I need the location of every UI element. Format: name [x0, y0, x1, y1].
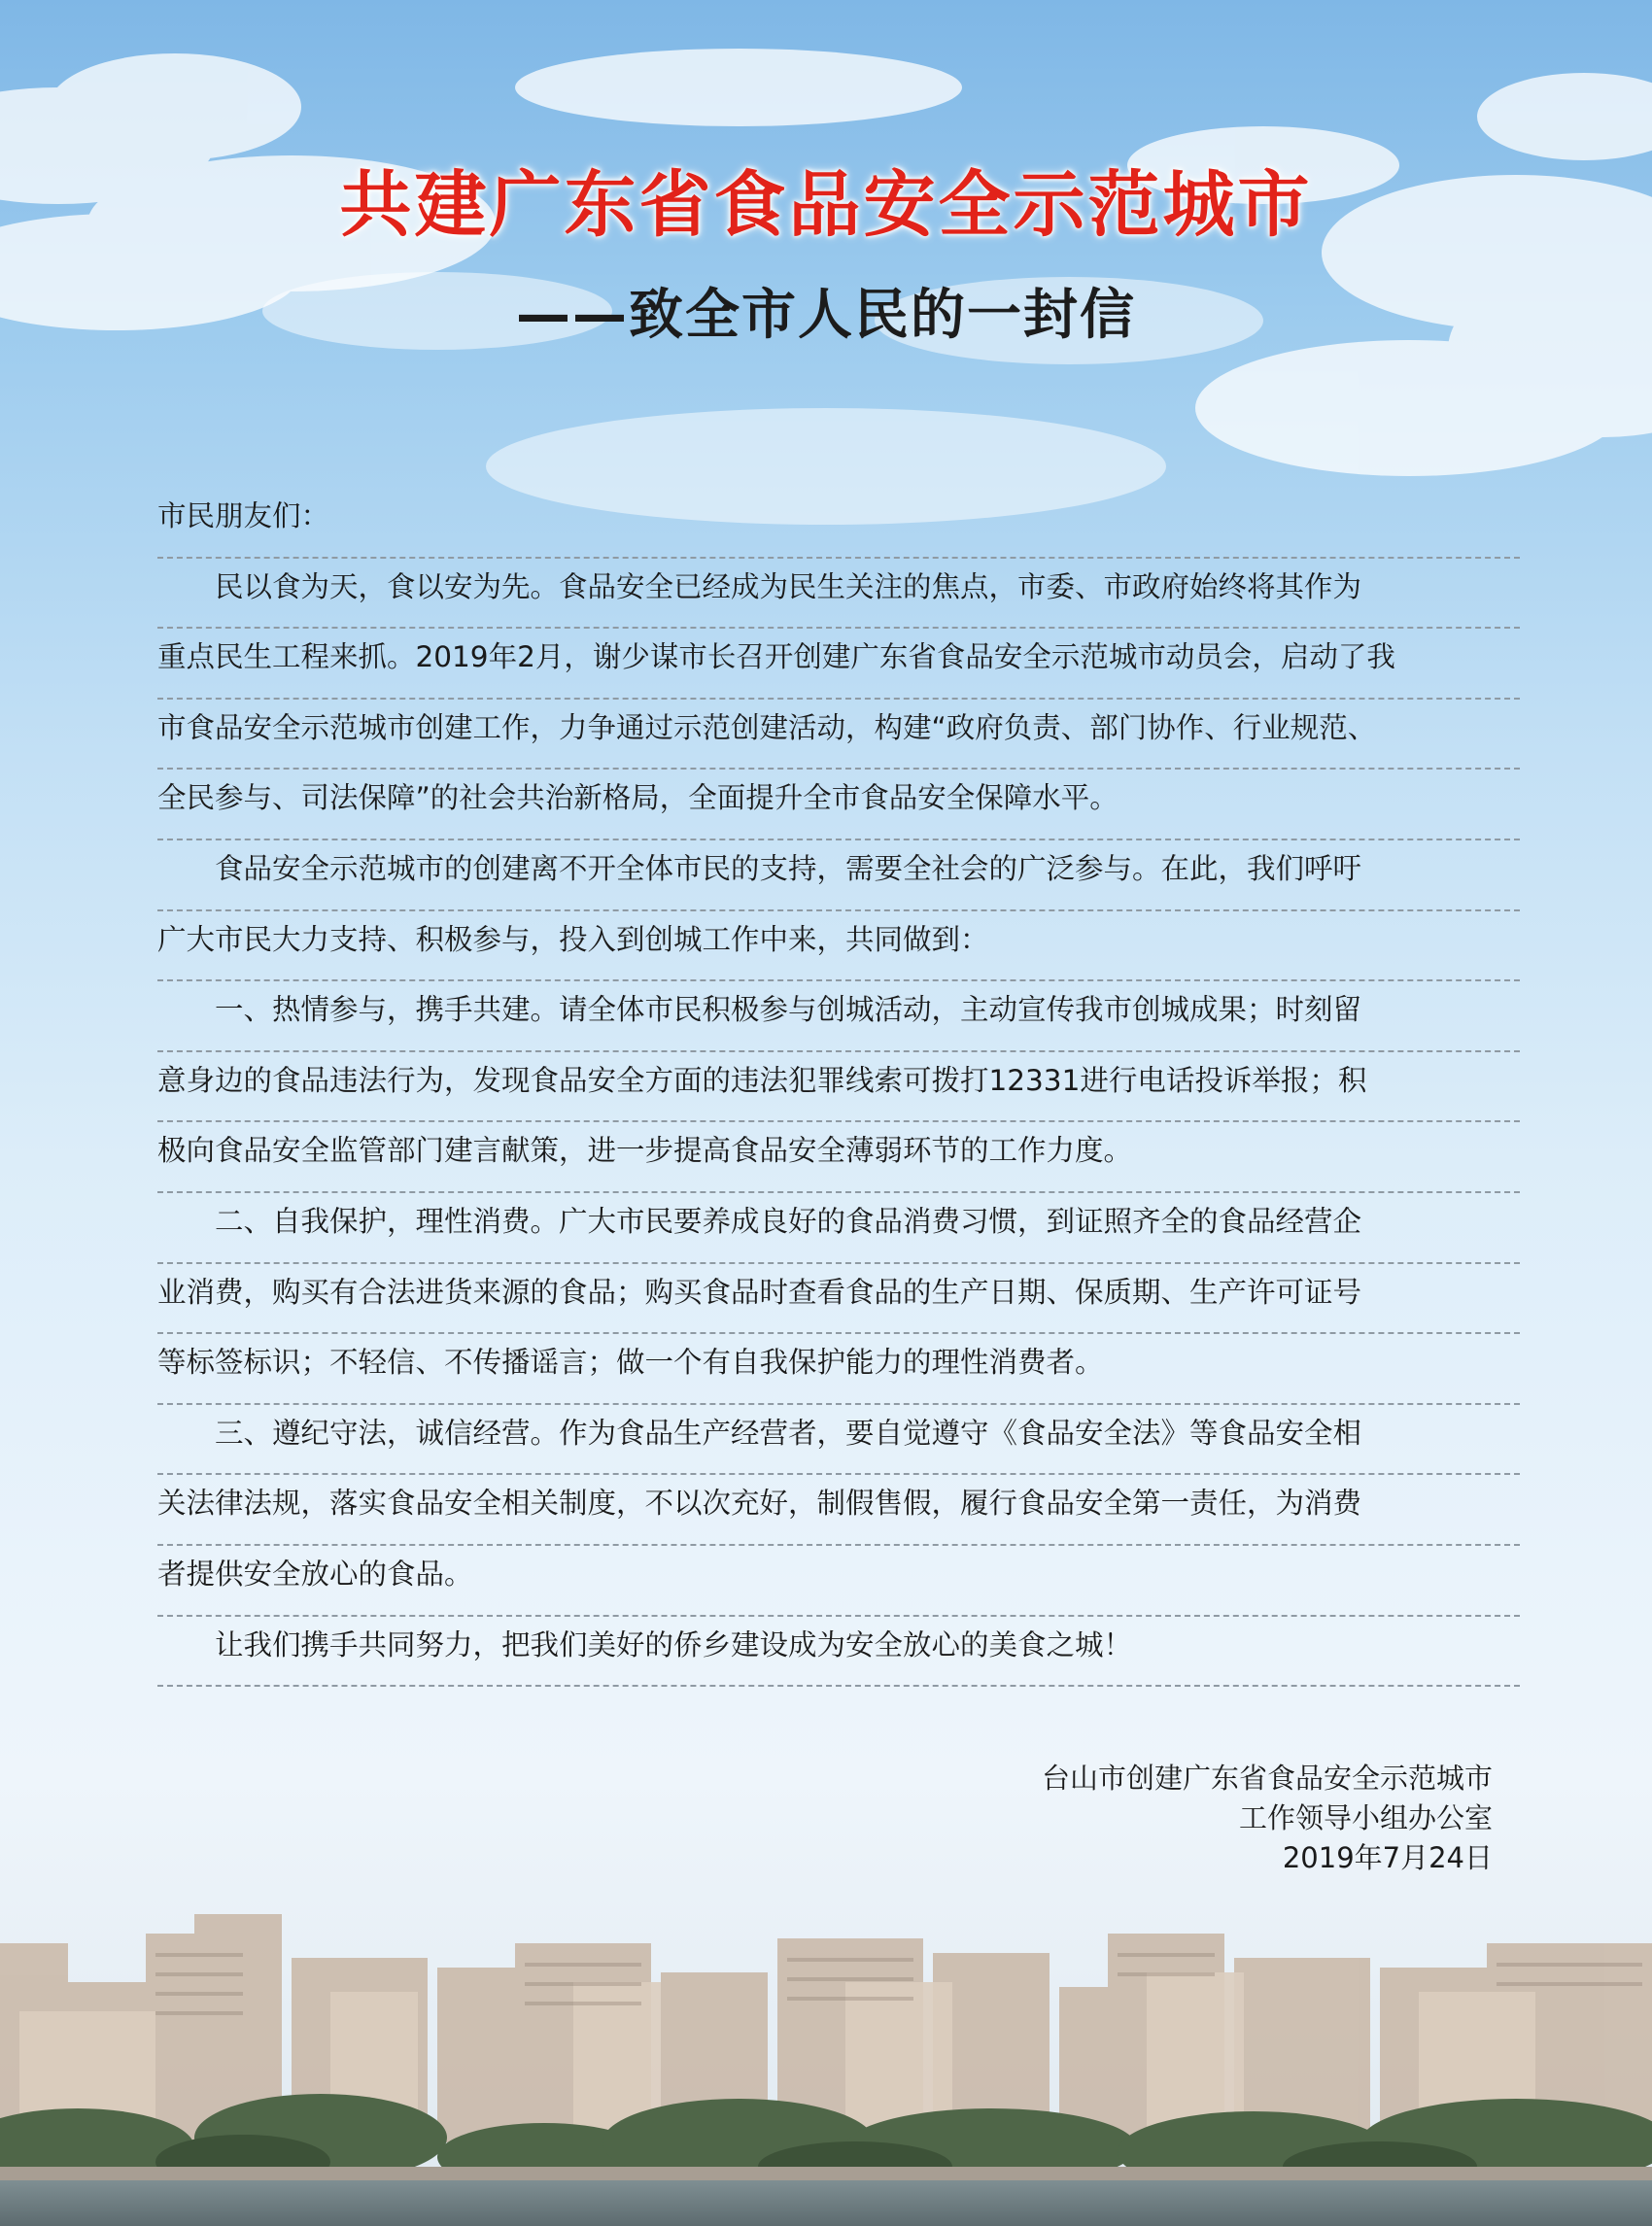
letter-line: 一、热情参与，携手共建。请全体市民积极参与创城活动，主动宣传我市创城成果；时刻留 — [157, 981, 1520, 1052]
letter-line: 食品安全示范城市的创建离不开全体市民的支持，需要全社会的广泛参与。在此，我们呼吁 — [157, 840, 1520, 911]
letter-line: 业消费，购买有合法进货来源的食品；购买食品时查看食品的生产日期、保质期、生产许可证号 — [157, 1264, 1520, 1335]
letter-line: 二、自我保护，理性消费。广大市民要养成良好的食品消费习惯，到证照齐全的食品经营企 — [157, 1193, 1520, 1264]
letter-line: 民以食为天，食以安为先。食品安全已经成为民生关注的焦点，市委、市政府始终将其作为 — [157, 559, 1520, 630]
page-title: 共建广东省食品安全示范城市 — [339, 163, 1313, 247]
letter-line: 重点民生工程来抓。2019年2月，谢少谋市长召开创建广东省食品安全示范城市动员会，启动了我 — [157, 629, 1520, 700]
signature-date: 2019年7月24日 — [1282, 1841, 1493, 1874]
signature-office: 工作领导小组办公室 — [1238, 1801, 1493, 1834]
letter-line: 意身边的食品违法行为，发现食品安全方面的违法犯罪线索可拨打12331进行电话投诉举报；积 — [157, 1052, 1520, 1123]
letter-line: 全民参与、司法保障”的社会共治新格局，全面提升全市食品安全保障水平。 — [157, 770, 1520, 840]
letter-greeting: 市民朋友们： — [157, 488, 1520, 559]
letter-line: 关法律法规，落实食品安全相关制度，不以次充好，制假售假，履行食品安全第一责任，为消费 — [157, 1475, 1520, 1546]
letter-body — [157, 488, 1520, 1687]
letter-line: 等标签标识；不轻信、不传播谣言；做一个有自我保护能力的理性消费者。 — [157, 1334, 1520, 1405]
signature-block — [1042, 1759, 1493, 1878]
letter-line: 三、遵纪守法，诚信经营。作为食品生产经营者，要自觉遵守《食品安全法》等食品安全相 — [157, 1405, 1520, 1476]
letter-line: 者提供安全放心的食品。 — [157, 1546, 1520, 1617]
letter-closing: 让我们携手共同努力，把我们美好的侨乡建设成为安全放心的美食之城！ — [157, 1617, 1520, 1688]
letter-line: 极向食品安全监管部门建言献策，进一步提高食品安全薄弱环节的工作力度。 — [157, 1122, 1520, 1193]
city-skyline-image — [0, 1875, 1652, 2226]
signature-org: 台山市创建广东省食品安全示范城市 — [1041, 1762, 1493, 1795]
letter-line: 市食品安全示范城市创建工作，力争通过示范创建活动，构建“政府负责、部门协作、行业规范、 — [157, 700, 1520, 771]
page-subtitle: ——致全市人民的一封信 — [516, 284, 1136, 347]
letter-line: 广大市民大力支持、积极参与，投入到创城工作中来，共同做到： — [157, 911, 1520, 982]
